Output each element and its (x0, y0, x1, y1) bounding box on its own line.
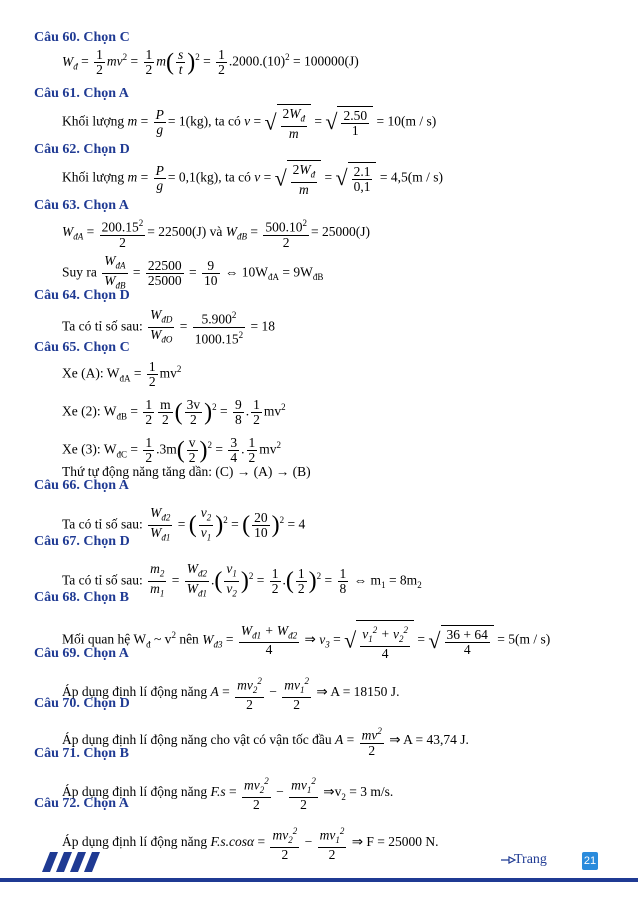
heading-63: Câu 63. Chọn A (34, 198, 129, 213)
heading-60: Câu 60. Chọn C (34, 30, 130, 45)
heading-68: Câu 68. Chọn B (34, 590, 129, 605)
heading-66: Câu 66. Chọn A (34, 478, 129, 493)
heading-70: Câu 70. Chọn D (34, 696, 130, 711)
heading-71: Câu 71. Chọn B (34, 746, 129, 761)
eq-67: Ta có tỉ số sau: $\frac{m_2}{m_1}$ = $\frac{W_{đ2}}{W_{đ1}}$ .( $\frac{v_1}{v_2}$ )$^2$ = $\frac{1}{2}$ .( $\frac{1}{2}$ )$^2$ = $\frac{1}{8}$ ⇔ $m_1 = 8m_2$ (62, 561, 422, 599)
eq-63a: $W_{đA}$ = $\frac{200.15^2}{2}$ = 22500(J) và $W_{đB}$ = $\frac{500.10^2}{2}$ = 25000(J) (62, 218, 370, 250)
heading-61: Câu 61. Chọn A (34, 86, 129, 101)
eq-71: Áp dụng định lí động năng F.s = $\frac{mv_2^2}{2}$ − $\frac{mv_1^2}{2}$ $\Rightarrow v_2 = 3$ m/s. (62, 776, 394, 813)
eq-63b: Suy ra $\frac{W_{đA}}{W_{đB}}$ = $\frac{22500}{25000}$ = $\frac{9}{10}$ ⇔ $10W_{đA} = 9W_{đB}$ (62, 253, 324, 291)
page-number: 21 (582, 852, 598, 870)
eq-65c: Xe (3): $W_{đC}$ = $\frac{1}{2}$ .3m( $\frac{v}{2}$ )$^2$ = $\frac{3}{4}$ . $\frac{1}{2}$ $mv^2$ (62, 435, 282, 465)
eq-65b: Xe (2): $W_{đB}$ = $\frac{1}{2}$ $\frac{m}{2}$ ( $\frac{3v}{2}$ )$^2$ = $\frac{9}{8}$ . $\frac{1}{2}$ $mv^2$ (62, 397, 286, 427)
heading-62: Câu 62. Chọn D (34, 142, 130, 157)
order-text: Thứ tự động năng tăng dần: (C) → (A) → (B) (62, 464, 311, 479)
eq-65a: Xe (A): $W_{đA}$ = $\frac{1}{2}$ $mv^2$ (62, 359, 182, 389)
footer-bar (0, 878, 638, 882)
eq-62: Khối lượng m = $\frac{P}{g}$ = 0,1(kg), ta có v = √ $\frac{2W_đ}{m}$ = √ $\frac{2.1}{0,1}$ = 4,5(m / s) (62, 162, 443, 197)
eq-61: Khối lượng m = $\frac{P}{g}$ = 1(kg), ta có v = √ $\frac{2W_đ}{m}$ = √ $\frac{2.50}{1}$ = 10(m / s) (62, 106, 437, 141)
heading-65: Câu 65. Chọn C (34, 340, 130, 355)
footer-stripes-icon (34, 852, 100, 872)
eq-72: Áp dụng định lí động năng F.s.cosα = $\frac{mv_2^2}{2}$ − $\frac{mv_1^2}{2}$ ⇒ F = 25000 N. (62, 826, 439, 863)
eq-60: $W_đ$ = $\frac{1}{2}$ $mv^2$ = $\frac{1}{2}$ m( $\frac{s}{t}$ )$^2$ = $\frac{1}{2}$ $.2000.(10)^2 = 100000(J)$ (62, 47, 359, 77)
footer-label: Trang (514, 852, 547, 867)
heading-72: Câu 72. Chọn A (34, 796, 129, 811)
eq-70: Áp dụng định lí động năng cho vật có vận tốc đầu A = $\frac{mv^2}{2}$ ⇒ A = 43,74 J. (62, 726, 469, 758)
eq-64: Ta có tỉ số sau: $\frac{W_{đD}}{W_{đO}}$ = $\frac{5.900^2}{1000.15^2}$ = 18 (62, 307, 276, 347)
heading-67: Câu 67. Chọn D (34, 534, 130, 549)
eq-68: Mối quan hệ $W_đ$ ~ $v^2$ nên $W_{đ3}$ = $\frac{W_{đ1} + W_{đ2}}{4}$ ⇒ $v_3$ = √ $\frac{v_1^2 + v_2^2}{4}$ = √ $\frac{36 + 64}{4}$ = 5(m / s) (62, 620, 550, 661)
eq-66: Ta có tỉ số sau: $\frac{W_{đ2}}{W_{đ1}}$ = ( $\frac{v_2}{v_1}$ )$^2$ = ( $\frac{20}{10}$ )$^2$ = 4 (62, 505, 306, 543)
eq-69: Áp dụng định lí động năng A = $\frac{mv_2^2}{2}$ − $\frac{mv_1^2}{2}$ ⇒ A = 18150 J. (62, 676, 400, 713)
heading-64: Câu 64. Chọn D (34, 288, 130, 303)
heading-69: Câu 69. Chọn A (34, 646, 129, 661)
